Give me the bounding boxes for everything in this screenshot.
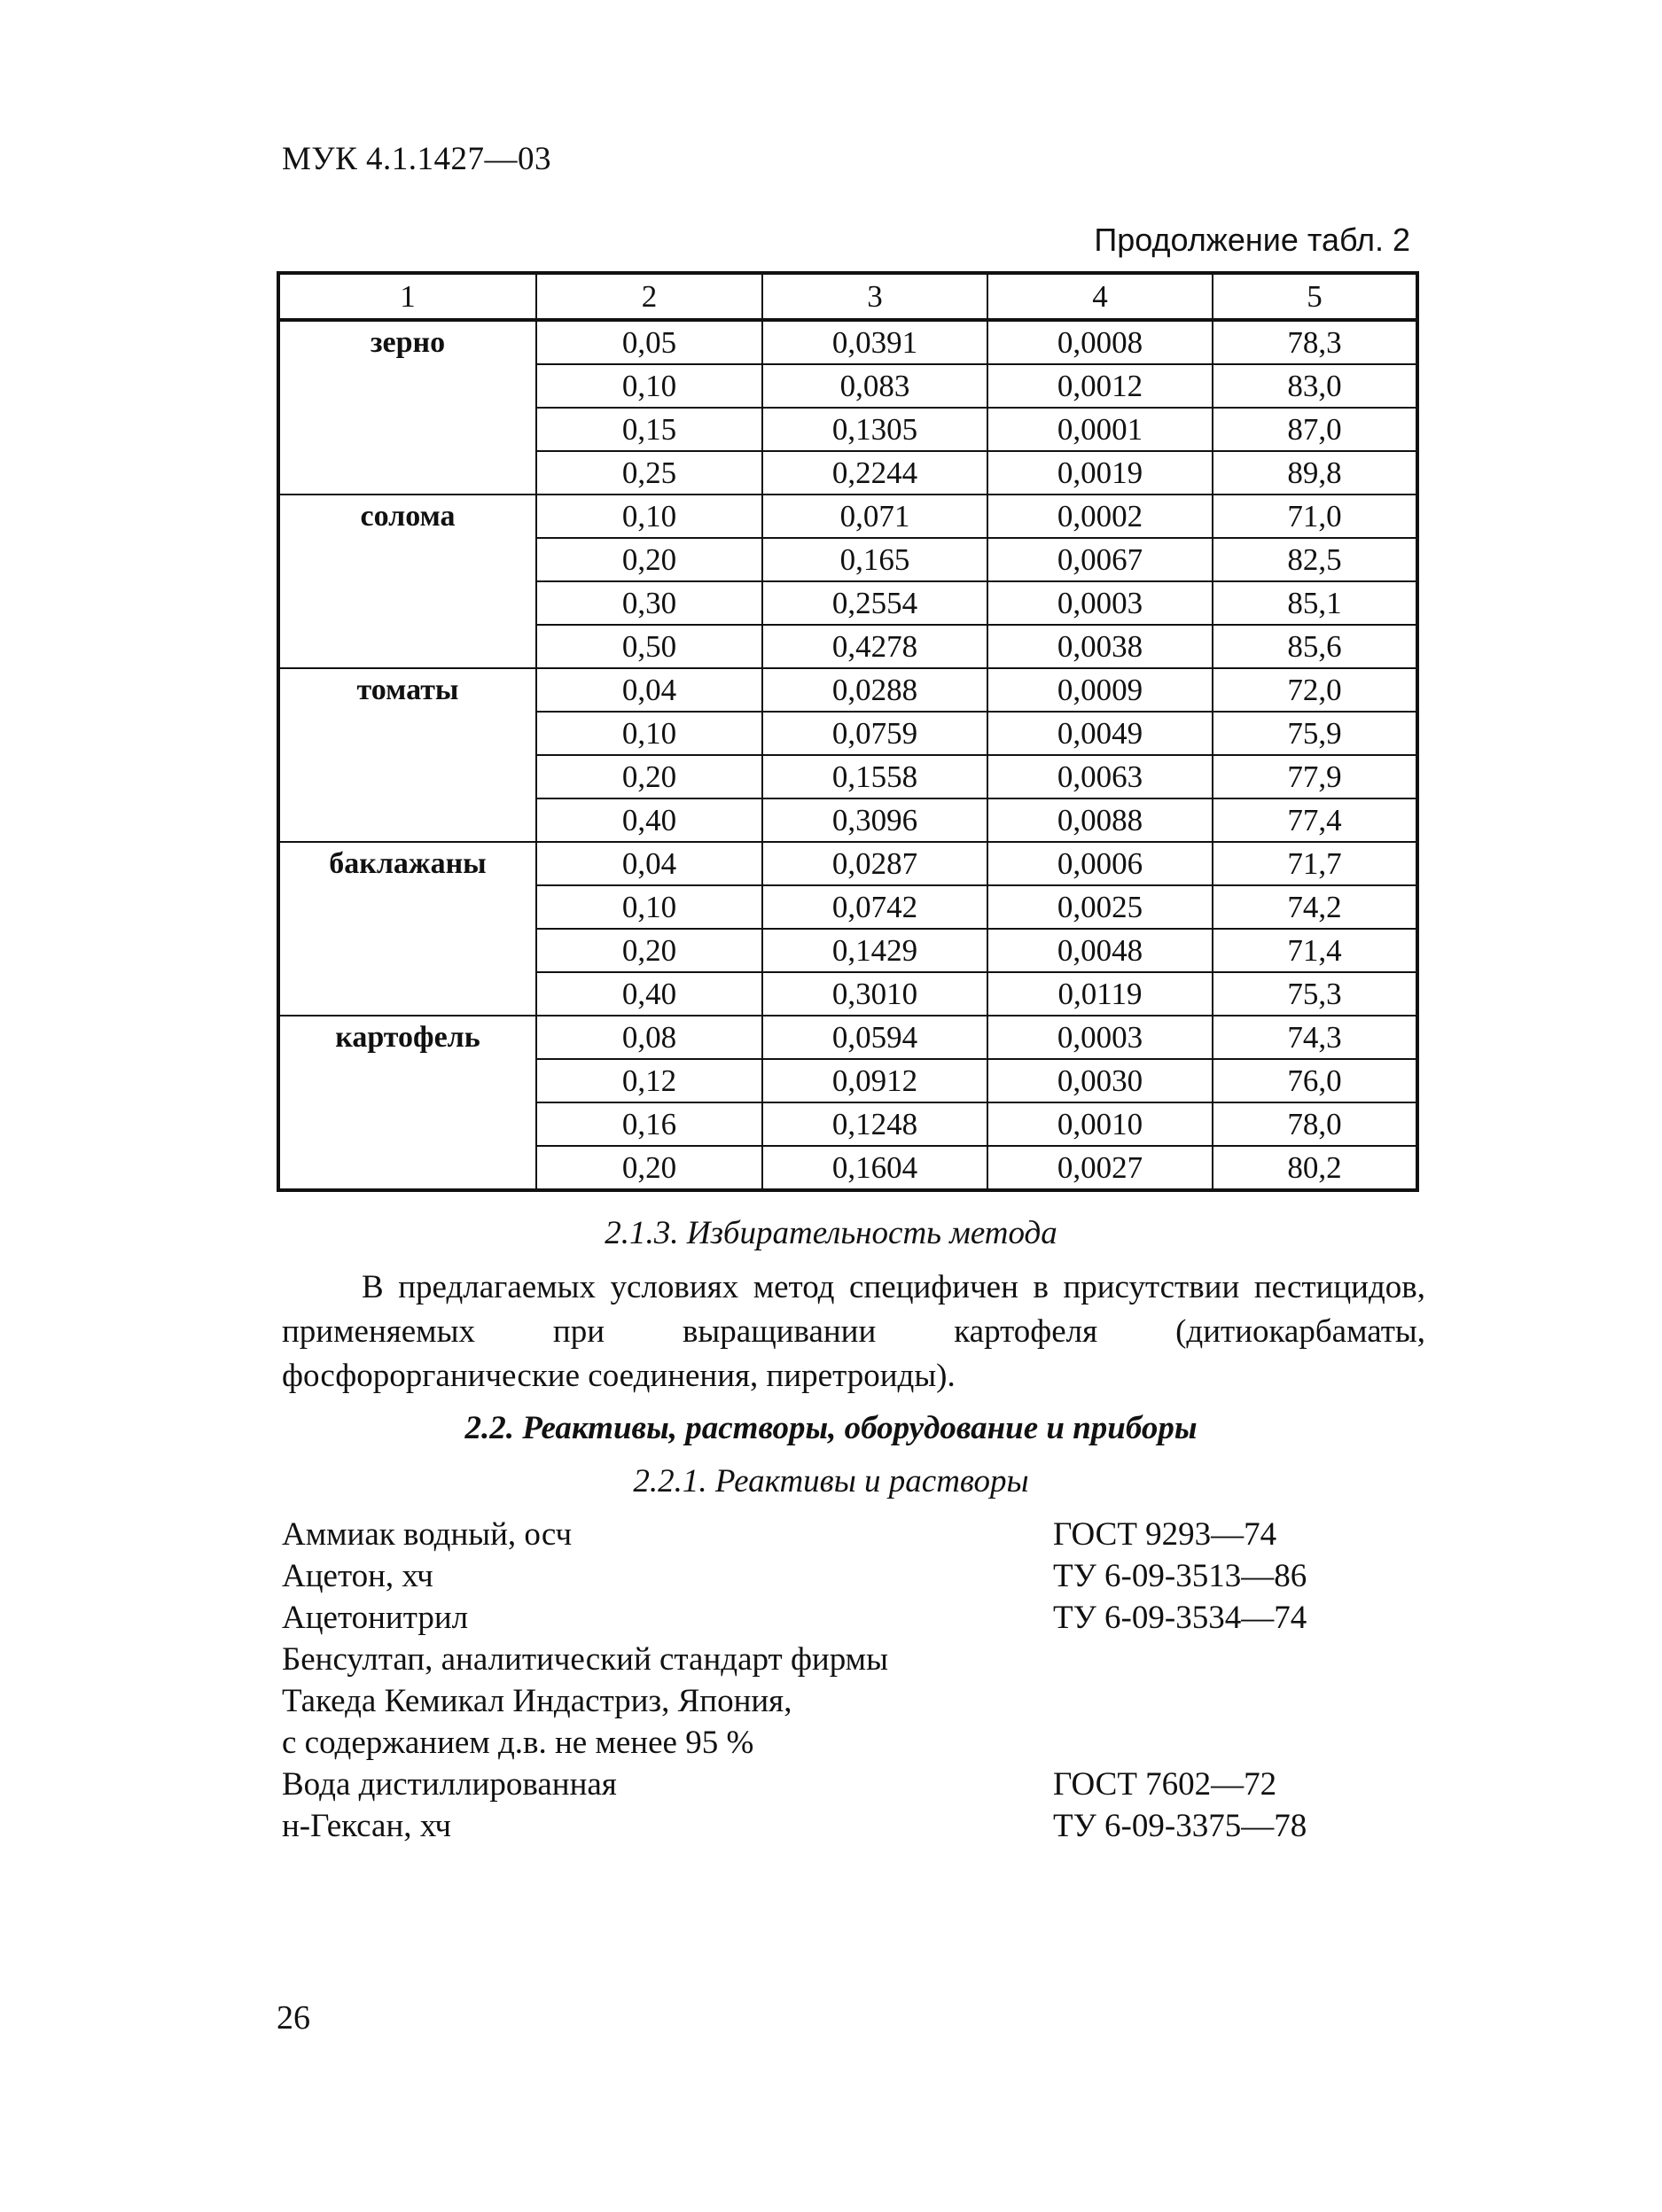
reagent-name: Бенсултап, аналитический стандарт фирмы — [282, 1641, 888, 1678]
value-cell: 0,1305 — [762, 408, 987, 451]
reagent-standard: ГОСТ 9293—74 — [1053, 1516, 1277, 1553]
value-cell: 0,071 — [762, 495, 987, 538]
reagent-standard: ТУ 6-09-3375—78 — [1053, 1808, 1307, 1844]
value-cell: 0,1248 — [762, 1102, 987, 1146]
value-cell: 0,0759 — [762, 712, 987, 755]
value-cell: 0,10 — [536, 495, 762, 538]
value-cell: 80,2 — [1213, 1146, 1417, 1190]
value-cell: 0,4278 — [762, 625, 987, 668]
selectivity-text: В предлагаемых условиях метод специфичен в присутствии пестицидов, применяемых при выращивании картофеля (дитиокарбаматы, фосфорорганические соединения, пиретроиды). — [282, 1269, 1425, 1394]
value-cell: 83,0 — [1213, 364, 1417, 408]
table-continuation-label: Продолжение табл. 2 — [1094, 222, 1410, 258]
value-cell: 89,8 — [1213, 451, 1417, 495]
value-cell: 0,0003 — [987, 1016, 1213, 1059]
value-cell: 85,1 — [1213, 581, 1417, 625]
value-cell: 71,4 — [1213, 929, 1417, 972]
value-cell: 77,4 — [1213, 798, 1417, 842]
reagent-standard: ТУ 6-09-3534—74 — [1053, 1600, 1307, 1636]
column-header: 2 — [536, 273, 762, 320]
value-cell: 0,08 — [536, 1016, 762, 1059]
table-body — [278, 320, 1417, 1190]
crop-cell: баклажаны — [278, 842, 536, 1016]
value-cell: 0,1558 — [762, 755, 987, 798]
value-cell: 0,10 — [536, 885, 762, 929]
crop-cell: томаты — [278, 668, 536, 842]
reagent-name: Ацетонитрил — [282, 1600, 469, 1636]
value-cell: 74,2 — [1213, 885, 1417, 929]
value-cell: 72,0 — [1213, 668, 1417, 712]
value-cell: 0,0012 — [987, 364, 1213, 408]
value-cell: 87,0 — [1213, 408, 1417, 451]
value-cell: 0,40 — [536, 972, 762, 1016]
value-cell: 74,3 — [1213, 1016, 1417, 1059]
reagent-standard: ГОСТ 7602—72 — [1053, 1766, 1277, 1803]
value-cell: 78,0 — [1213, 1102, 1417, 1146]
value-cell: 0,10 — [536, 712, 762, 755]
value-cell: 0,0063 — [987, 755, 1213, 798]
value-cell: 0,0009 — [987, 668, 1213, 712]
value-cell: 0,50 — [536, 625, 762, 668]
value-cell: 0,1604 — [762, 1146, 987, 1190]
data-table — [277, 271, 1419, 1192]
reagent-name: н-Гексан, хч — [282, 1808, 452, 1844]
value-cell: 82,5 — [1213, 538, 1417, 581]
value-cell: 0,2244 — [762, 451, 987, 495]
value-cell: 0,25 — [536, 451, 762, 495]
value-cell: 0,0594 — [762, 1016, 987, 1059]
value-cell: 0,20 — [536, 538, 762, 581]
reagent-name: Аммиак водный, осч — [282, 1516, 573, 1553]
value-cell: 0,0025 — [987, 885, 1213, 929]
value-cell: 0,0027 — [987, 1146, 1213, 1190]
section-heading-2-2-1: 2.2.1. Реактивы и растворы — [633, 1463, 1029, 1499]
value-cell: 0,0067 — [987, 538, 1213, 581]
value-cell: 0,20 — [536, 755, 762, 798]
table-row — [278, 495, 1417, 538]
reagent-standard: ТУ 6-09-3513—86 — [1053, 1558, 1307, 1594]
crop-cell: зерно — [278, 320, 536, 495]
reagent-name: с содержанием д.в. не менее 95 % — [282, 1725, 754, 1761]
value-cell: 0,0010 — [987, 1102, 1213, 1146]
value-cell: 0,2554 — [762, 581, 987, 625]
value-cell: 75,3 — [1213, 972, 1417, 1016]
value-cell: 0,0049 — [987, 712, 1213, 755]
selectivity-paragraph — [282, 1266, 1425, 1398]
value-cell: 85,6 — [1213, 625, 1417, 668]
page-number: 26 — [277, 1999, 310, 2037]
value-cell: 0,20 — [536, 1146, 762, 1190]
reagent-name: Такеда Кемикал Индастриз, Япония, — [282, 1683, 792, 1719]
value-cell: 0,0119 — [987, 972, 1213, 1016]
value-cell: 0,0019 — [987, 451, 1213, 495]
reagent-name: Вода дистиллированная — [282, 1766, 617, 1803]
section-heading-2-2: 2.2. Реактивы, растворы, оборудование и приборы — [464, 1410, 1198, 1446]
crop-cell: картофель — [278, 1016, 536, 1190]
value-cell: 78,3 — [1213, 320, 1417, 364]
value-cell: 0,1429 — [762, 929, 987, 972]
value-cell: 71,7 — [1213, 842, 1417, 885]
value-cell: 0,30 — [536, 581, 762, 625]
value-cell: 0,05 — [536, 320, 762, 364]
document-code: МУК 4.1.1427—03 — [282, 141, 552, 177]
column-header: 1 — [278, 273, 536, 320]
column-header: 3 — [762, 273, 987, 320]
value-cell: 0,12 — [536, 1059, 762, 1102]
value-cell: 0,0048 — [987, 929, 1213, 972]
value-cell: 0,165 — [762, 538, 987, 581]
column-header: 5 — [1213, 273, 1417, 320]
value-cell: 0,0391 — [762, 320, 987, 364]
value-cell: 0,0030 — [987, 1059, 1213, 1102]
value-cell: 0,0003 — [987, 581, 1213, 625]
value-cell: 0,20 — [536, 929, 762, 972]
value-cell: 0,0008 — [987, 320, 1213, 364]
value-cell: 0,40 — [536, 798, 762, 842]
table-header-row — [278, 273, 1417, 320]
table-row — [278, 1016, 1417, 1059]
value-cell: 0,0001 — [987, 408, 1213, 451]
value-cell: 0,10 — [536, 364, 762, 408]
reagent-name: Ацетон, хч — [282, 1558, 433, 1594]
value-cell: 0,0288 — [762, 668, 987, 712]
value-cell: 0,083 — [762, 364, 987, 408]
value-cell: 0,0038 — [987, 625, 1213, 668]
value-cell: 0,16 — [536, 1102, 762, 1146]
section-heading-2-1-3: 2.1.3. Избирательность метода — [605, 1215, 1057, 1251]
value-cell: 0,0287 — [762, 842, 987, 885]
value-cell: 0,0002 — [987, 495, 1213, 538]
table-row — [278, 668, 1417, 712]
value-cell: 0,3096 — [762, 798, 987, 842]
value-cell: 0,0088 — [987, 798, 1213, 842]
table-row — [278, 320, 1417, 364]
value-cell: 77,9 — [1213, 755, 1417, 798]
crop-cell: солома — [278, 495, 536, 668]
value-cell: 0,0742 — [762, 885, 987, 929]
table-row — [278, 842, 1417, 885]
value-cell: 0,04 — [536, 668, 762, 712]
value-cell: 71,0 — [1213, 495, 1417, 538]
value-cell: 0,0912 — [762, 1059, 987, 1102]
column-header: 4 — [987, 273, 1213, 320]
value-cell: 75,9 — [1213, 712, 1417, 755]
value-cell: 0,0006 — [987, 842, 1213, 885]
value-cell: 76,0 — [1213, 1059, 1417, 1102]
value-cell: 0,3010 — [762, 972, 987, 1016]
value-cell: 0,15 — [536, 408, 762, 451]
value-cell: 0,04 — [536, 842, 762, 885]
